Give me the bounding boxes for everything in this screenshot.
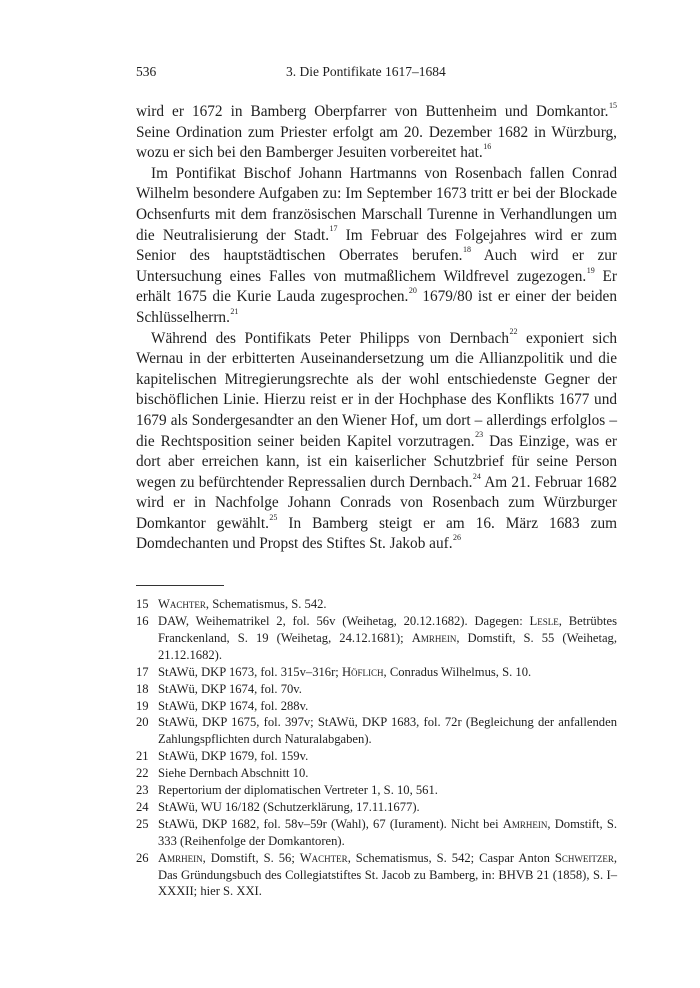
text-run: exponiert sich Wernau in der erbitterten Auseinandersetzung um die Allianzpolitik und die kapitelischen Mitregierungsrechte als der wohl entschiedenste Gegner der bischöflichen Linie. Hierzu reist er in der Hochphase des Konflikts 1677 und 1679 als Sondergesandter an den Wiener Hof, um dort – allerdings erfolglos – die Rechtsposition seiner beiden Kapitel vorzutragen.: [136, 329, 617, 450]
footnote: [136, 664, 617, 681]
footnote-number: 20: [136, 715, 149, 730]
author-name: Wachter: [158, 597, 206, 612]
footnote: [136, 698, 617, 715]
footnote-number: 23: [136, 783, 149, 798]
footnote-number: 19: [136, 698, 149, 713]
text-run: Er erhält 1675 die Kurie Lauda zugesprochen.: [136, 267, 617, 306]
text-run: Am 21. Februar 1682 wird er in Nachfolge Johann Conrads von Rosenbach zum Würzburger Domkantor gewählt.: [136, 473, 617, 532]
text-run: Seine Ordination zum Priester erfolgt am 20. Dezember 1682 in Würzburg, wozu er sich bei den Bamberger Jesuiten vorbereitet hat.: [136, 123, 617, 162]
body-paragraph: [136, 329, 617, 556]
footnote: [136, 782, 617, 799]
text-run: , Betrübtes Franckenland, S. 19 (Weihetag, 24.12.1681);: [158, 613, 617, 645]
text-run: StAWü, DKP 1682, fol. 58v–59r (Wahl), 67 (Iurament). Nicht bei: [158, 816, 503, 831]
author-name: Amrhein: [411, 630, 457, 645]
footnote-number: 18: [136, 681, 149, 696]
footnotes: [136, 596, 617, 900]
footnote-divider: [136, 585, 224, 586]
footnote-number: 25: [136, 816, 149, 831]
footnote-reference[interactable]: 15: [609, 100, 617, 110]
footnote: [136, 613, 617, 664]
footnote-number: 15: [136, 597, 149, 612]
footnote-number: 26: [136, 850, 149, 865]
text-run: StAWü, DKP 1679, fol. 159v.: [158, 749, 309, 764]
footnote-number: 17: [136, 664, 149, 679]
footnote-reference[interactable]: 26: [453, 533, 462, 543]
footnote: [136, 799, 617, 816]
text-run: wird er 1672 in Bamberg Oberpfarrer von Buttenheim und Domkantor.: [136, 103, 609, 120]
text-run: Während des Pontifikats Peter Philipps von Dernbach: [151, 329, 509, 347]
text-run: , Domstift, S. 56;: [202, 850, 300, 865]
footnote-reference[interactable]: 20: [408, 286, 417, 296]
text-run: StAWü, DKP 1675, fol. 397v; StAWü, DKP 1683, fol. 72r (Begleichung der anfallenden Zahlungspflichten durch Naturalabgaben).: [158, 715, 617, 747]
footnote-number: 21: [136, 749, 149, 764]
author-name: Amrhein: [158, 850, 203, 865]
text-run: DAW, Weihematrikel 2, fol. 56v (Weihetag, 20.12.1682). Dagegen:: [158, 613, 530, 628]
text-run: Auch wird er zur Untersuchung eines Falles von mutmaßlichem Wildfrevel zugezogen.: [136, 247, 617, 285]
body-paragraph: [136, 102, 617, 164]
footnote-number: 16: [136, 613, 149, 628]
footnote: [136, 748, 617, 765]
footnote: [136, 765, 617, 782]
text-run: , Conradus Wilhelmus, S. 10.: [383, 664, 532, 679]
author-name: Höflich: [341, 664, 384, 679]
footnote-reference[interactable]: 22: [509, 327, 518, 337]
footnote-reference[interactable]: 18: [463, 245, 472, 255]
text-run: StAWü, WU 16/182 (Schutzerklärung, 17.11.1677).: [158, 799, 420, 814]
footnote: [136, 596, 617, 613]
page-header: [136, 50, 617, 79]
footnote-reference[interactable]: 17: [329, 224, 338, 234]
footnote-reference[interactable]: 21: [230, 306, 239, 316]
text-run: Im Februar des Folgejahres wird er zum Senior des hauptstädtischen Oberrates berufen.: [136, 226, 617, 265]
author-name: Wachter: [299, 850, 348, 865]
text-run: , Schematismus, S. 542; Caspar Anton: [347, 850, 555, 865]
footnote: [136, 681, 617, 698]
footnote-number: 22: [136, 766, 149, 781]
text-run: , Domstift, S. 333 (Reihenfolge der Domkantoren).: [158, 816, 617, 848]
text-run: , Domstift, S. 55 (Weihetag, 21.12.1682).: [158, 630, 617, 662]
text-run: Im Pontifikat Bischof Johann Hartmanns von Rosenbach fallen Conrad Wilhelm besondere Aufgaben zu: Im September 1673 tritt er bei der Blockade Ochsenfurts mit dem französischen Marschall Turenne in Verhandlungen um die Neutralisierung der Stadt.: [136, 164, 617, 244]
book-page: [136, 50, 617, 900]
main-text: [136, 102, 617, 555]
footnote-reference[interactable]: 25: [269, 512, 278, 522]
body-paragraph: [136, 164, 617, 329]
text-run: , Schematismus, S. 542.: [205, 597, 327, 612]
author-name: Lesle: [529, 613, 559, 628]
running-head: 3. Die Pontifikate 1617–1684: [286, 64, 446, 79]
text-run: Siehe Dernbach Abschnitt 10.: [158, 766, 309, 781]
text-run: 1679/80 ist er einer der beiden Schlüsselherrn.: [136, 288, 617, 326]
footnote: [136, 816, 617, 850]
text-run: StAWü, DKP 1673, fol. 315v–316r;: [158, 664, 342, 679]
footnote-number: 24: [136, 799, 149, 814]
text-run: StAWü, DKP 1674, fol. 70v.: [158, 681, 302, 696]
footnote-reference[interactable]: 19: [586, 265, 595, 275]
page-number: 536: [136, 64, 157, 79]
text-run: Das Einzige, was er dort aber erreichen kann, ist ein kaiserlicher Schutzbrief für seine Person wegen zu befürchtender Repressalien durch Dernbach.: [136, 432, 617, 491]
text-run: Repertorium der diplomatischen Vertreter 1, S. 10, 561.: [158, 783, 438, 798]
author-name: Amrhein: [502, 816, 548, 831]
footnote: [136, 714, 617, 748]
text-run: In Bamberg steigt er am 16. März 1683 zum Domdechanten und Propst des Stiftes St. Jakob auf.: [136, 514, 617, 553]
footnote-reference[interactable]: 24: [472, 471, 481, 481]
text-run: StAWü, DKP 1674, fol. 288v.: [158, 698, 309, 713]
footnote-reference[interactable]: 23: [475, 430, 484, 440]
footnote: [136, 850, 617, 901]
author-name: Schweitzer: [554, 850, 614, 865]
text-run: , Das Gründungsbuch des Collegiatstiftes St. Jacob zu Bamberg, in: BHVB 21 (1858), S. I–XXXII; hier S. XXI.: [158, 850, 617, 899]
footnote-reference[interactable]: 16: [483, 142, 492, 152]
